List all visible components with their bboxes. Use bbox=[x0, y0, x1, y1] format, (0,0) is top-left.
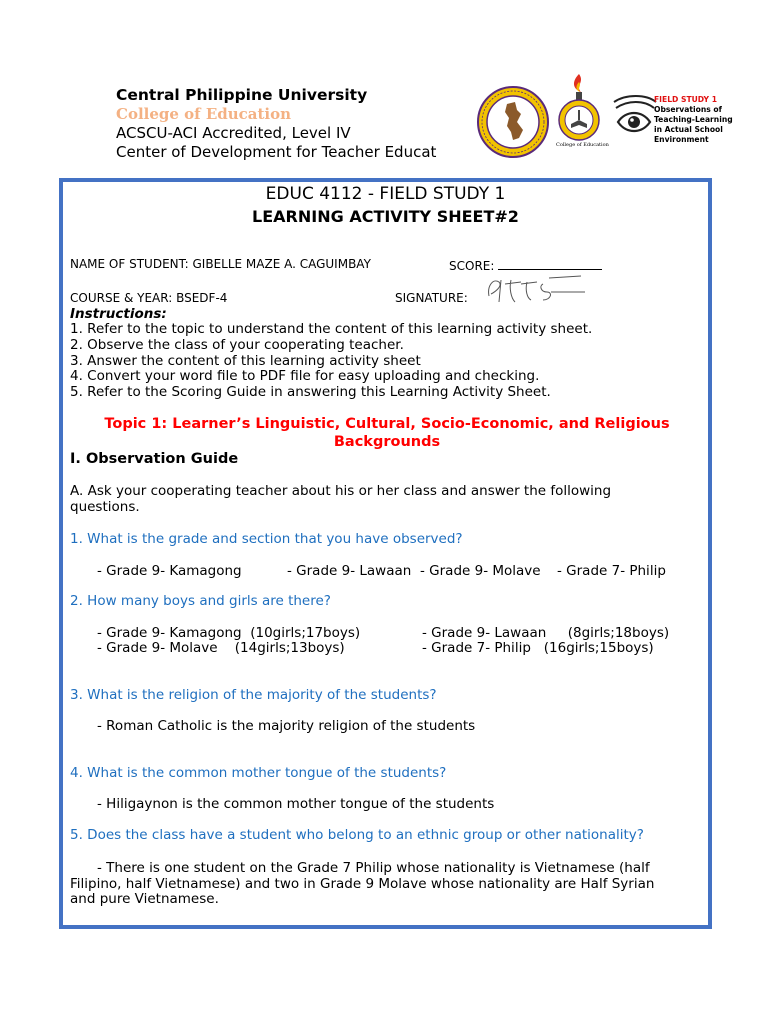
handwritten-signature bbox=[481, 272, 591, 306]
score-field bbox=[449, 257, 602, 273]
answer: - Grade 9- Lawaan (8girls;18boys) bbox=[422, 625, 670, 641]
field-study-logo-title: FIELD STUDY 1 bbox=[654, 95, 717, 104]
field-study-logo-text bbox=[654, 95, 764, 145]
student-name: NAME OF STUDENT: GIBELLE MAZE A. CAGUIMBAY bbox=[70, 257, 371, 271]
score-line bbox=[498, 257, 602, 270]
answer: - Grade 9- Molave (14girls;13boys) bbox=[97, 640, 345, 656]
signature-label: SIGNATURE: bbox=[395, 291, 468, 305]
answer: - Roman Catholic is the majority religion of the students bbox=[97, 718, 476, 734]
document-header bbox=[0, 0, 768, 175]
question: 1. What is the grade and section that you have observed? bbox=[70, 531, 463, 547]
answer: - There is one student on the Grade 7 Philip whose nationality is Vietnamese (half bbox=[97, 860, 650, 876]
question: 5. Does the class have a student who belong to an ethnic group or other nationality? bbox=[70, 827, 644, 843]
university-name: Central Philippine University bbox=[116, 86, 368, 104]
intro-line: A. Ask your cooperating teacher about his or her class and answer the following bbox=[70, 483, 612, 499]
institution-block bbox=[116, 86, 478, 162]
field-study-logo-line: Teaching-Learning bbox=[654, 115, 733, 124]
question: 2. How many boys and girls are there? bbox=[70, 593, 331, 609]
answer: - Hiligaynon is the common mother tongue of the students bbox=[97, 796, 495, 812]
answer: - Grade 7- Philip (16girls;15boys) bbox=[422, 640, 654, 656]
answer-paragraph bbox=[70, 861, 700, 908]
answer: Filipino, half Vietnamese) and two in Grade 9 Molave whose nationality are Half Syrian bbox=[70, 875, 655, 892]
answer: - Grade 9- Lawaan bbox=[287, 563, 412, 579]
course-title: EDUC 4112 - FIELD STUDY 1 bbox=[265, 184, 506, 204]
topic-line: Topic 1: Learner’s Linguistic, Cultural, Socio-Economic, and Religious bbox=[104, 416, 670, 432]
college-seal-caption: College of Education bbox=[556, 142, 609, 148]
topic-heading bbox=[70, 415, 704, 451]
answer: - Grade 9- Kamagong (10girls;17boys) bbox=[97, 625, 361, 641]
intro-line: questions. bbox=[70, 498, 140, 515]
instruction-item: 4. Convert your word file to PDF file for easy uploading and checking. bbox=[70, 368, 540, 384]
college-name: College of Education bbox=[116, 105, 292, 123]
instruction-item: 1. Refer to the topic to understand the content of this learning activity sheet. bbox=[70, 321, 593, 337]
instruction-item: 3. Answer the content of this learning activity sheet bbox=[70, 353, 421, 369]
instructions-heading: Instructions: bbox=[70, 306, 167, 322]
topic-line: Backgrounds bbox=[333, 434, 441, 450]
course-year: COURSE & YEAR: BSEDF-4 bbox=[70, 291, 228, 305]
answer: - Grade 7- Philip bbox=[557, 563, 666, 579]
answer: - Grade 9- Molave bbox=[420, 563, 541, 579]
question: 4. What is the common mother tongue of the students? bbox=[70, 765, 447, 781]
score-label: SCORE: bbox=[449, 259, 495, 273]
section-heading: I. Observation Guide bbox=[70, 451, 239, 467]
answer: - Grade 9- Kamagong bbox=[97, 563, 242, 579]
intro-paragraph bbox=[70, 484, 700, 515]
answer: and pure Vietnamese. bbox=[70, 891, 219, 907]
instruction-item: 2. Observe the class of your cooperating teacher. bbox=[70, 337, 404, 353]
field-study-logo-line: in Actual School bbox=[654, 125, 723, 134]
field-study-logo-line: Environment bbox=[654, 135, 709, 144]
university-seal-icon bbox=[477, 86, 549, 158]
accreditation: ACSCU-ACI Accredited, Level IV bbox=[116, 124, 351, 142]
center-of-development: Center of Development for Teacher Educat bbox=[116, 143, 437, 161]
instruction-item: 5. Refer to the Scoring Guide in answering this Learning Activity Sheet. bbox=[70, 384, 551, 400]
activity-title: LEARNING ACTIVITY SHEET#2 bbox=[252, 207, 519, 226]
question: 3. What is the religion of the majority of the students? bbox=[70, 687, 437, 703]
field-study-logo-line: Observations of bbox=[654, 105, 722, 114]
